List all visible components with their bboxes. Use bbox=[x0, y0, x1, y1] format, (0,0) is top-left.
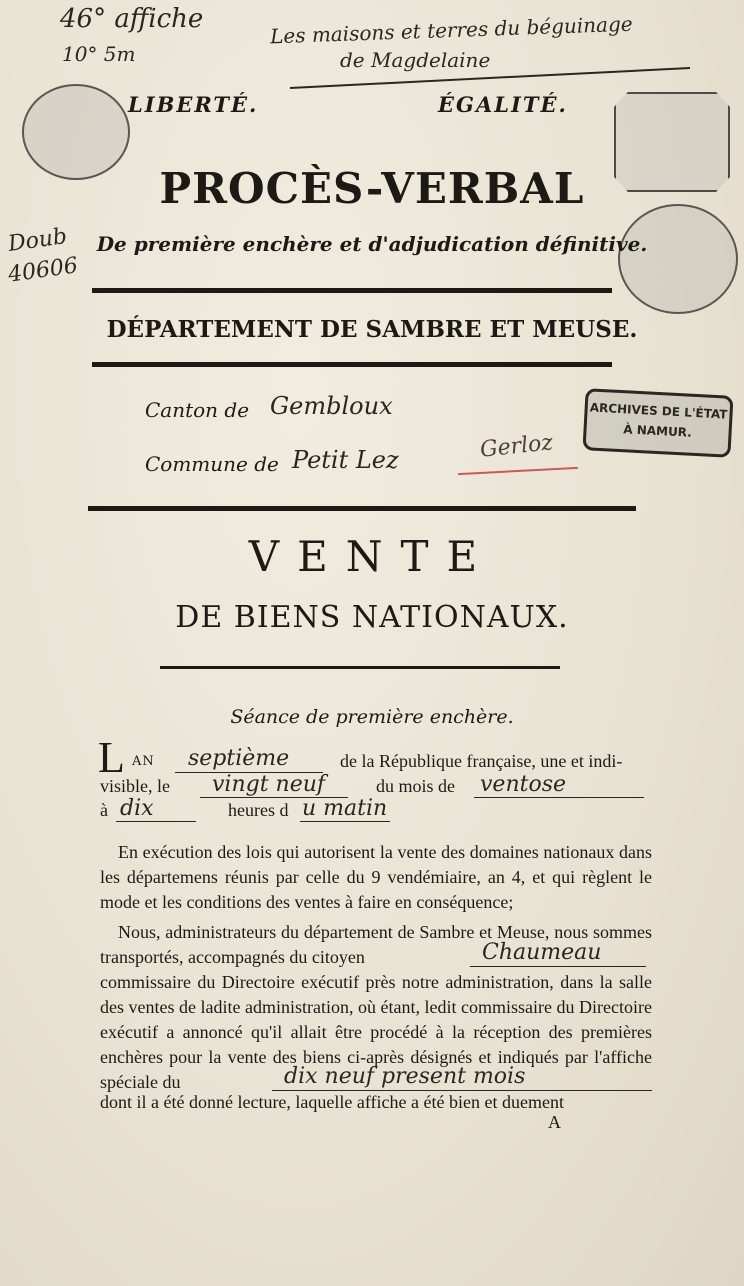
commune-note: Gerloz bbox=[478, 430, 555, 463]
paragraph-laws: En exécution des lois qui autorisent la vente des domaines nationaux dans les départemens réunis par celle du 9 vendémiaire, an 4, et qui règlent le mode et les conditions des ventes à faire en conséquence; bbox=[100, 842, 652, 912]
p1-mois-de: du mois de bbox=[376, 776, 455, 796]
location-rule bbox=[88, 506, 636, 511]
sale-subtitle: DE BIENS NATIONAUX. bbox=[175, 600, 569, 635]
commune-red-underline bbox=[458, 467, 578, 475]
p1-heures: heures d bbox=[228, 800, 289, 820]
fill-affiche: dix neuf present mois bbox=[284, 1064, 526, 1089]
department-heading: DÉPARTEMENT DE SAMBRE ET MEUSE. bbox=[106, 316, 638, 343]
signature-letter: A bbox=[548, 1112, 561, 1132]
annotation-side-2: 40606 bbox=[6, 253, 80, 288]
archives-stamp-line2: À NAMUR. bbox=[622, 422, 693, 440]
sale-rule bbox=[160, 666, 560, 669]
p1-an: AN bbox=[132, 754, 155, 769]
p1-a: à bbox=[100, 800, 108, 820]
header-rule-2 bbox=[92, 362, 612, 367]
annotation-side-1: Doub bbox=[6, 224, 69, 257]
paragraph-admins-end: dont il a été donné lecture, laquelle affiche a été bien et duement bbox=[100, 1092, 564, 1112]
seance-heading: Séance de première enchère. bbox=[230, 706, 514, 728]
annotation-top-left-1: 46° affiche bbox=[60, 4, 204, 34]
fill-citizen-line bbox=[470, 966, 646, 967]
fill-day: vingt neuf bbox=[212, 772, 326, 797]
annotation-top-right-1: Les maisons et terres du béguinage bbox=[269, 11, 634, 49]
fill-citizen: Chaumeau bbox=[482, 940, 602, 965]
dropcap-l: L bbox=[98, 733, 125, 782]
header-rule-1 bbox=[92, 288, 612, 293]
paragraph-admins-intro: Nous, administrateurs du département de Sambre et Meuse, nous sommes transportés, accompagnés du citoyen bbox=[100, 922, 652, 967]
round-stamp-right bbox=[618, 204, 738, 314]
liberte-label: LIBERTÉ. bbox=[128, 92, 259, 117]
egalite-label: ÉGALITÉ. bbox=[438, 92, 568, 117]
canton-label: Canton de bbox=[145, 398, 250, 422]
fill-period-line bbox=[300, 821, 390, 822]
fill-period: u matin bbox=[302, 796, 388, 821]
fill-month: ventose bbox=[480, 772, 567, 797]
p1-visible-le: visible, le bbox=[100, 776, 170, 796]
p1-line1-text: de la République française, une et indi- bbox=[340, 751, 623, 771]
document-subtitle: De première enchère et d'adjudication définitive. bbox=[96, 232, 648, 256]
archives-stamp-line1: ARCHIVES DE L'ÉTAT bbox=[589, 400, 728, 422]
commune-value: Petit Lez bbox=[292, 446, 399, 474]
sale-title: VENTE bbox=[248, 532, 496, 581]
fill-hour: dix bbox=[120, 796, 154, 821]
canton-value: Gembloux bbox=[270, 392, 393, 420]
fill-hour-line bbox=[116, 821, 196, 822]
annotation-top-left-2: 10° 5m bbox=[62, 42, 136, 66]
archives-stamp bbox=[582, 388, 733, 458]
paragraph-admins-body: commissaire du Directoire exécutif près notre administration, dans la salle des ventes de ladite administration, où étant, ledit commissaire du Directoire exécutif a annoncé qu'il allait être procédé à la réception des premières enchères pour la vente des biens ci-après désignés et indiqués par l'affiche spéciale du bbox=[100, 972, 652, 1092]
fill-month-line bbox=[474, 797, 644, 798]
annotation-top-right-2: de Magdelaine bbox=[340, 48, 491, 72]
commune-label: Commune de bbox=[145, 452, 279, 476]
fill-year: septième bbox=[188, 746, 290, 771]
document-title: PROCÈS-VERBAL bbox=[159, 164, 585, 213]
